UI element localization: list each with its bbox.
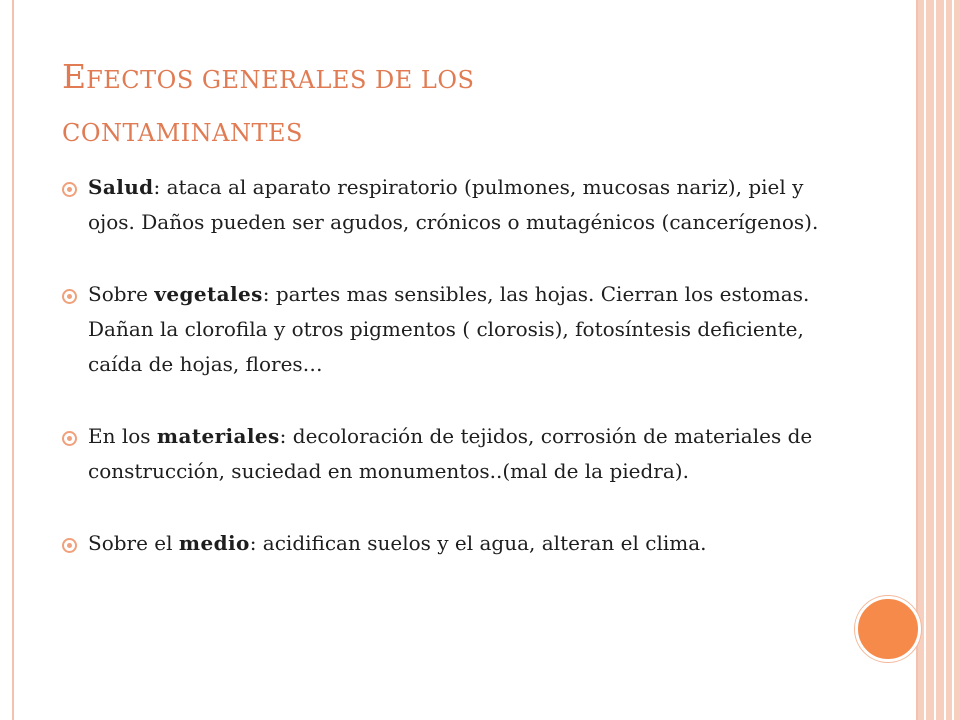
bullet-salud — [62, 170, 842, 240]
bullet-lead: Sobre — [88, 282, 155, 306]
bullet-circle-icon — [62, 538, 77, 553]
bullet-text: : ataca al aparato respiratorio (pulmones, mucosas nariz), piel y ojos. Daños pueden ser agudos, crónicos o mutagénicos (cancerígenos). — [88, 175, 819, 234]
bullet-medio — [62, 526, 842, 561]
bullet-materiales — [62, 419, 842, 489]
bullet-lead: Sobre el — [88, 531, 179, 555]
bullet-text: : partes mas sensibles, las hojas. Cierran los estomas. Dañan la clorofila y otros pigmentos ( clorosis), fotosíntesis deficiente, caída de hojas, flores… — [88, 282, 810, 376]
bullet-term: materiales — [156, 424, 280, 448]
slide-title — [62, 52, 842, 161]
title-line-2: CONTAMINANTES — [62, 119, 303, 147]
bullet-term: medio — [178, 531, 250, 555]
bullet-circle-icon — [62, 431, 77, 446]
bullet-text: : decoloración de tejidos, corrosión de materiales de construcción, suciedad en monumentos..(mal de la piedra). — [88, 424, 813, 483]
title-initial: E — [62, 57, 87, 96]
bullet-circle-icon — [62, 182, 77, 197]
decorative-orange-circle — [855, 596, 921, 662]
bullet-term: vegetales — [154, 282, 263, 306]
bullet-list — [62, 170, 842, 561]
title-line-1: FECTOS GENERALES DE LOS — [86, 66, 475, 94]
bullet-lead: En los — [88, 424, 157, 448]
bullet-text: : acidifican suelos y el agua, alteran el clima. — [249, 531, 707, 555]
decorative-side-stripes — [918, 0, 960, 720]
bullet-term: Salud — [88, 175, 154, 199]
bullet-vegetales — [62, 277, 842, 382]
bullet-circle-icon — [62, 289, 77, 304]
